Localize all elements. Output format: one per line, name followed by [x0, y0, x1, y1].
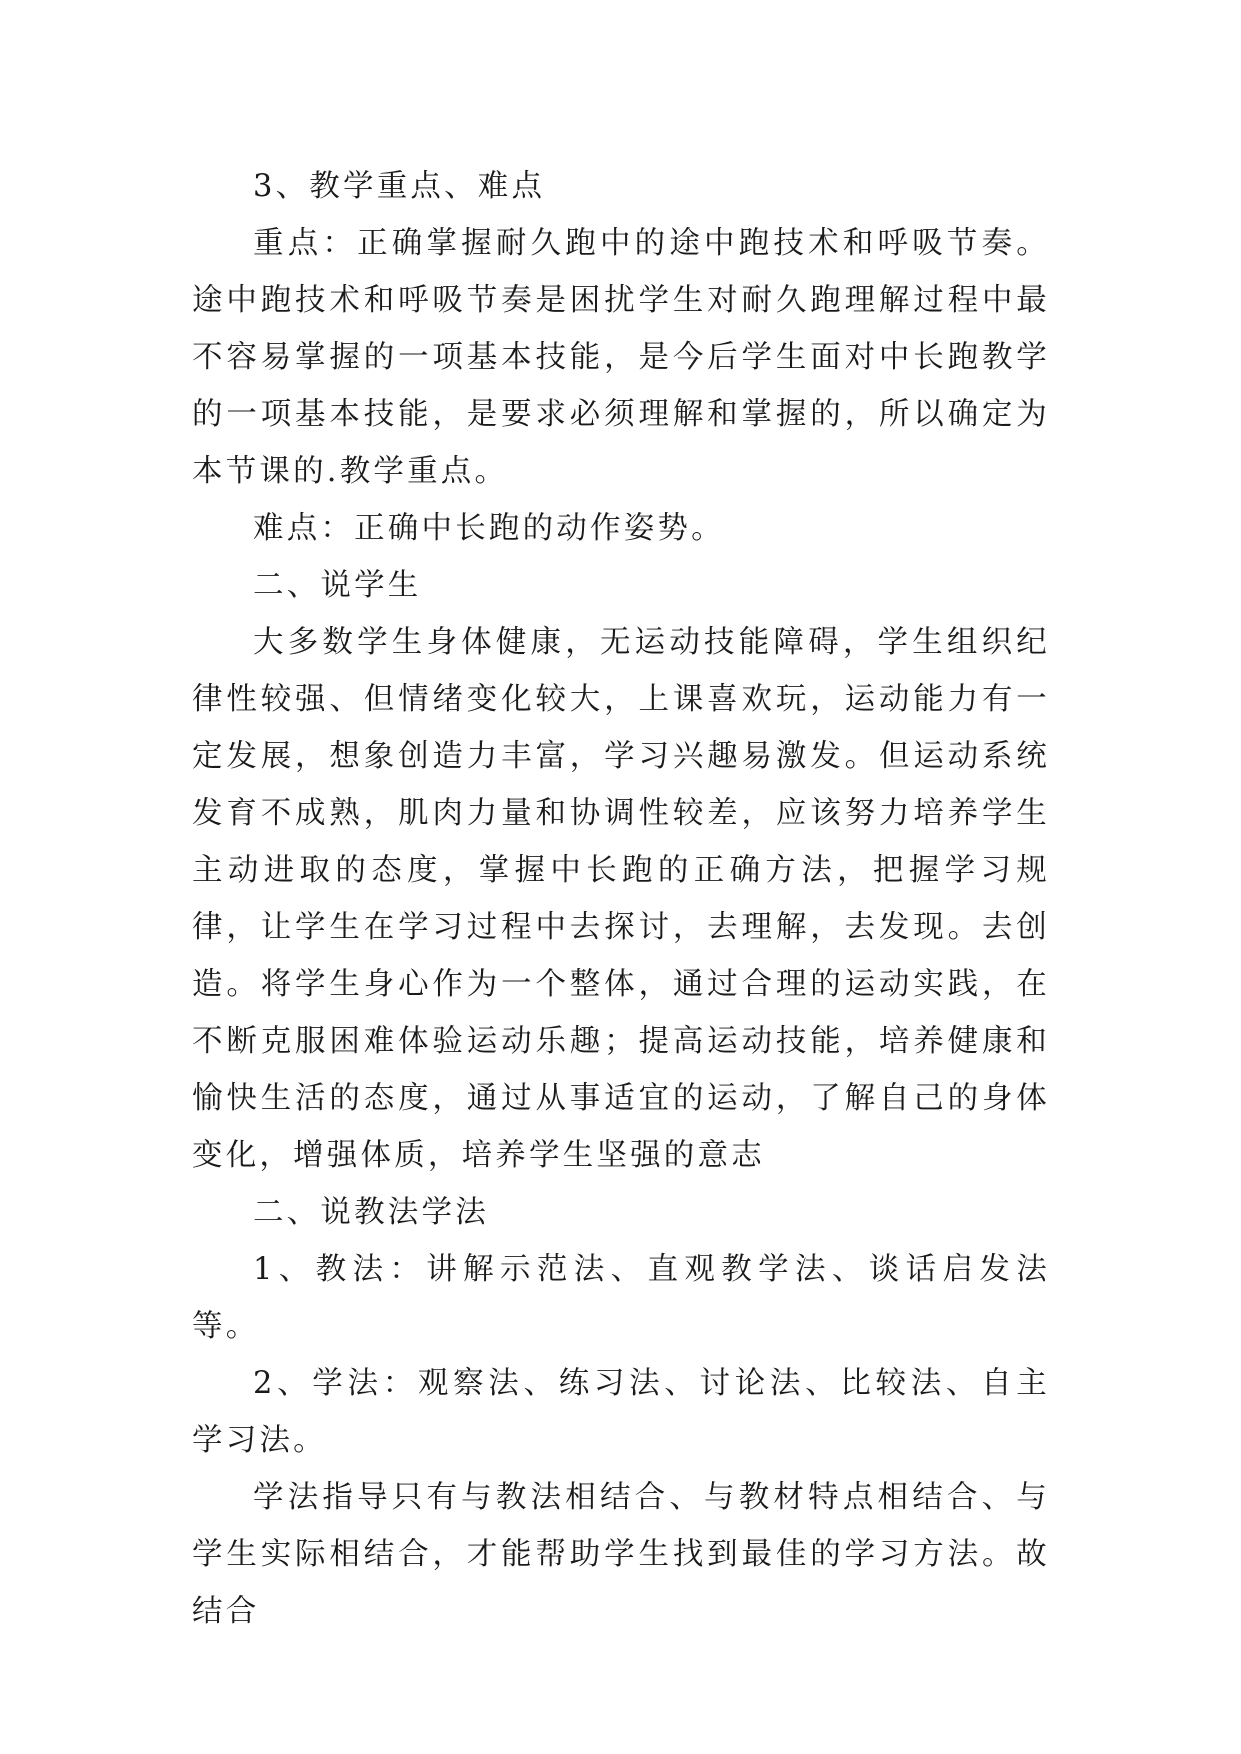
document-body: [192, 158, 1050, 1640]
paragraph-difficult-point: 难点：正确中长跑的动作姿势。: [253, 511, 725, 546]
section-heading-key-points: 3、教学重点、难点: [253, 169, 546, 204]
paragraph-learning-method: 2、学法：观察法、练习法、讨论法、比较法、自主学习法。: [192, 1366, 1050, 1458]
section-heading-students: 二、说学生: [253, 568, 422, 603]
paragraph-learning-guidance: 学法指导只有与教法相结合、与教材特点相结合、与学生实际相结合，才能帮助学生找到最佳的学习方法。故结合: [192, 1480, 1050, 1629]
paragraph-students: 大多数学生身体健康，无运动技能障碍，学生组织纪律性较强、但情绪变化较大，上课喜欢玩，运动能力有一定发展，想象创造力丰富，学习兴趣易激发。但运动系统发育不成熟，肌肉力量和协调性较差，应该努力培养学生主动进取的态度，掌握中长跑的正确方法，把握学习规律，让学生在学习过程中去探讨，去理解，去发现。去创造。将学生身心作为一个整体，通过合理的运动实践，在不断克服困难体验运动乐趣；提高运动技能，培养健康和愉快生活的态度，通过从事适宜的运动，了解自己的身体变化，增强体质，培养学生坚强的意志: [192, 625, 1050, 1173]
paragraph-key-point: 重点：正确掌握耐久跑中的途中跑技术和呼吸节奏。途中跑技术和呼吸节奏是困扰学生对耐久跑理解过程中最不容易掌握的一项基本技能，是今后学生面对中长跑教学的一项基本技能，是要求必须理解和掌握的，所以确定为本节课的.教学重点。: [192, 226, 1050, 489]
section-heading-methods: 二、说教法学法: [253, 1195, 489, 1230]
paragraph-teaching-method: 1、教法：讲解示范法、直观教学法、谈话启发法等。: [192, 1252, 1050, 1344]
